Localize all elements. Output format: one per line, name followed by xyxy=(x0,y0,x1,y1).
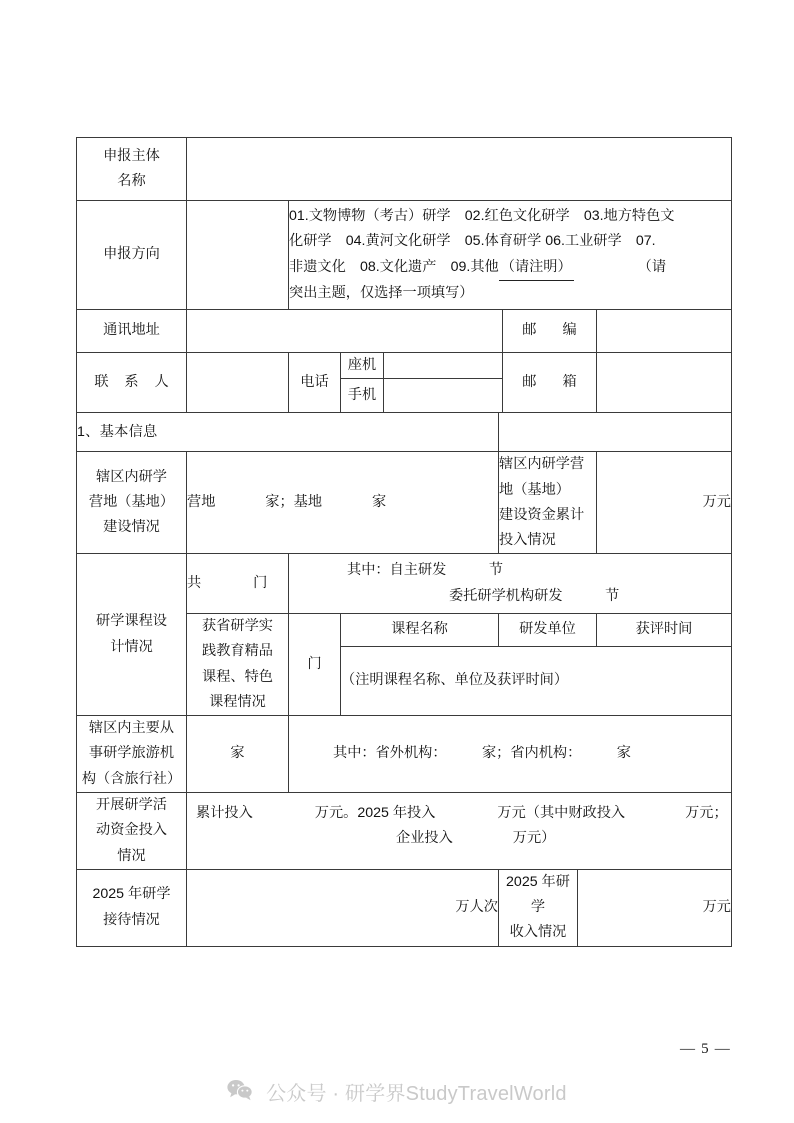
watermark xyxy=(0,1077,794,1107)
field-mailing-address[interactable] xyxy=(187,310,503,353)
label-mobile: 手机 xyxy=(341,379,384,413)
table-row-mailing-address xyxy=(77,310,732,353)
table-row-application-direction xyxy=(77,201,732,310)
label-postcode: 邮 编 xyxy=(503,310,597,353)
label-course-design: 研学课程设 计情况 xyxy=(77,554,187,716)
table-row-contact-landline xyxy=(77,353,732,379)
funding-unit-4: 万元） xyxy=(512,830,556,847)
section-title-basic-info: 1、基本信息 xyxy=(77,413,499,452)
camp-count-label: 营地 xyxy=(187,494,216,511)
funding-cumulative-label: 累计投入 xyxy=(196,804,253,821)
course-total-prefix: 共 xyxy=(187,575,202,592)
label-travel-agencies: 辖区内主要从 事研学旅游机 构（含旅行社） xyxy=(77,716,187,793)
field-camp-investment-unit[interactable]: 万元 xyxy=(597,452,732,554)
field-income-unit[interactable]: 万元 xyxy=(578,869,732,946)
table-row-applicant-name xyxy=(77,138,732,201)
field-contact-name[interactable] xyxy=(187,353,289,413)
field-mobile[interactable] xyxy=(384,379,503,413)
field-applicant-name[interactable] xyxy=(187,138,732,201)
table-row-reception-2025 xyxy=(77,869,732,946)
direction-other-prefix: 非遗文化 08.文化遗产 09.其他 xyxy=(289,258,499,275)
label-funding: 开展研学活 动资金投入 情况 xyxy=(77,792,187,869)
label-landline: 座机 xyxy=(341,353,384,379)
label-email: 邮 箱 xyxy=(503,353,597,413)
field-funding-detail[interactable] xyxy=(187,792,732,869)
direction-note-start: （请 xyxy=(637,258,667,275)
camp-count-unit: 家；基地 xyxy=(265,494,323,511)
label-course-award: 获省研学实 践教育精品 课程、特色 课程情况 xyxy=(187,613,289,715)
field-application-direction-options: 01.文物博物（考古）研学 02.红色文化研学 03.地方特色文 化研学 04.黄河文化研学 05.体育研学 06.工业研学 07. 非遗文化 08.文化遗产 09.其他 （请注明） （请 突出主题，仅选择一项填写） xyxy=(289,201,732,310)
label-reception-2025: 2025 年研学 接待情况 xyxy=(77,869,187,946)
watermark-text: 公众号 · 研学界StudyTravelWorld xyxy=(266,1083,567,1105)
label-phone: 电话 xyxy=(289,353,341,413)
label-applicant-name: 申报主体 名称 xyxy=(77,138,187,201)
field-course-award-note[interactable]: （注明课程名称、单位及获评时间） xyxy=(341,647,732,716)
page-number: — 5 — xyxy=(680,1041,731,1057)
funding-enterprise-label: 企业投入 xyxy=(396,830,453,847)
wechat-icon xyxy=(227,1079,253,1107)
table-row-section-basic-info xyxy=(77,413,732,452)
label-contact-person: 联 系 人 xyxy=(77,353,187,413)
field-application-direction-spacer[interactable] xyxy=(187,201,289,310)
field-course-award-unit[interactable]: 门 xyxy=(289,613,341,715)
course-entrusted: 委托研学机构研发 节 xyxy=(449,587,620,604)
field-postcode[interactable] xyxy=(597,310,732,353)
field-landline[interactable] xyxy=(384,353,503,379)
label-application-direction: 申报方向 xyxy=(77,201,187,310)
funding-unit-2: 万元（其中财政投入 xyxy=(497,804,626,821)
field-reception-unit[interactable]: 万人次 xyxy=(187,869,499,946)
label-camp-investment: 辖区内研学营地（基地） 建设资金累计投入情况 xyxy=(499,452,597,554)
funding-line-1 xyxy=(196,801,728,826)
label-camp-construction: 辖区内研学 营地（基地） 建设情况 xyxy=(77,452,187,554)
section-basic-info-right-blank xyxy=(499,413,732,452)
field-email[interactable] xyxy=(597,353,732,413)
table-row-camp-construction xyxy=(77,452,732,554)
funding-line-2 xyxy=(196,826,722,851)
label-mailing-address: 通讯地址 xyxy=(77,310,187,353)
course-total-unit: 门 xyxy=(253,575,268,592)
table-row-course-total xyxy=(77,554,732,614)
field-course-breakdown[interactable] xyxy=(289,554,732,614)
funding-unit-1: 万元。2025 年投入 xyxy=(314,804,436,821)
field-travel-agency-count[interactable]: 家 xyxy=(187,716,289,793)
funding-unit-3: 万元； xyxy=(685,804,728,821)
direction-other-input[interactable]: （请注明） xyxy=(499,255,574,281)
application-form-table xyxy=(76,137,732,947)
field-camp-counts[interactable] xyxy=(187,452,499,554)
label-income-2025: 2025 年研学 收入情况 xyxy=(499,869,578,946)
table-row-travel-agencies xyxy=(77,716,732,793)
field-travel-agency-detail[interactable]: 其中：省外机构： 家；省内机构： 家 xyxy=(289,716,732,793)
table-row-funding xyxy=(77,792,732,869)
base-count-unit: 家 xyxy=(371,494,387,511)
column-header-award-time: 获评时间 xyxy=(597,613,732,646)
column-header-developer: 研发单位 xyxy=(499,613,597,646)
field-course-total[interactable] xyxy=(187,554,289,614)
column-header-course-name: 课程名称 xyxy=(341,613,499,646)
course-self-developed: 其中：自主研发 节 xyxy=(347,562,504,579)
